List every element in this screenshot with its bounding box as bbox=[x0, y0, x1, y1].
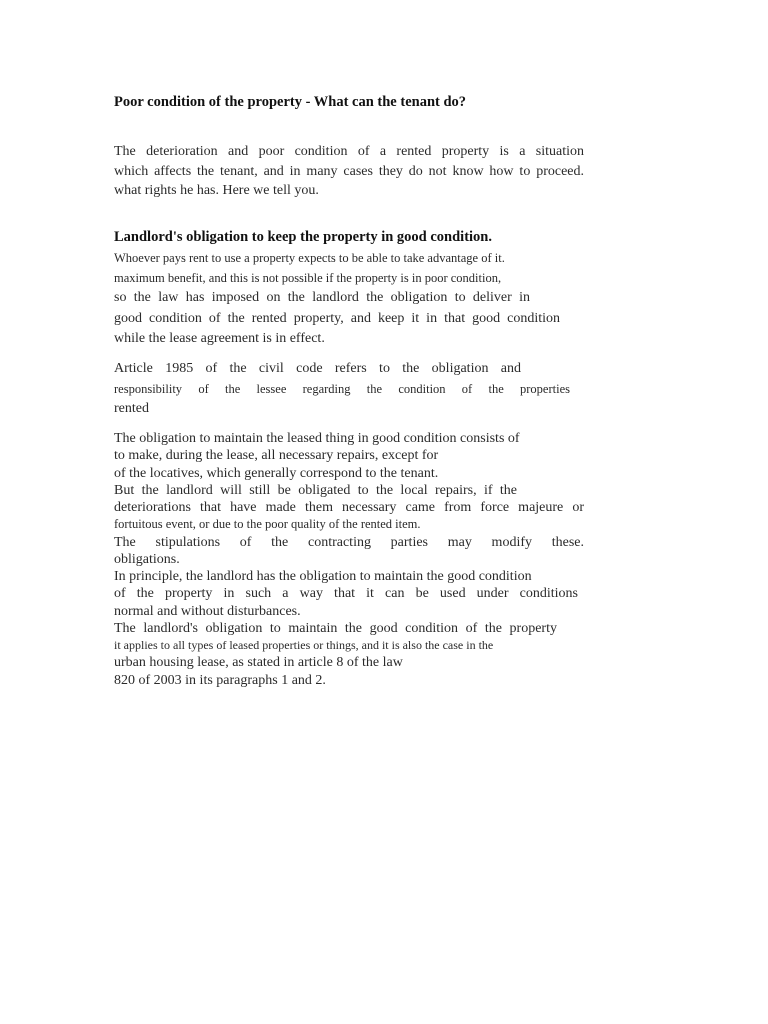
obligation-line: deteriorations that have made them necessary came from force majeure or bbox=[114, 500, 584, 515]
section-heading: Landlord's obligation to keep the property in good condition. bbox=[114, 229, 492, 245]
obligation-paragraph bbox=[114, 430, 584, 689]
obligation-line: But the landlord will still be obligated to the local repairs, if the bbox=[114, 482, 517, 498]
obligation-line: In principle, the landlord has the obligation to maintain the good condition bbox=[114, 569, 532, 584]
section-line: good condition of the rented property, and keep it in that good condition bbox=[114, 310, 560, 326]
section-line: maximum benefit, and this is not possible if the property is in poor condition, bbox=[114, 271, 502, 286]
article-line: responsibility of the lessee regarding the condition of the properties bbox=[114, 382, 570, 396]
obligation-line: The stipulations of the contracting parties may modify these. bbox=[114, 534, 584, 550]
intro-line: which affects the tenant, and in many cases they do not know how to proceed. bbox=[114, 163, 584, 179]
intro-paragraph bbox=[114, 142, 584, 201]
article-line: Article 1985 of the civil code refers to the obligation and bbox=[114, 361, 521, 376]
section-line: Whoever pays rent to use a property expects to be able to take advantage of it. bbox=[114, 251, 505, 265]
obligation-line: of the property in such a way that it can be used under conditions bbox=[114, 586, 578, 602]
obligation-line: obligations. bbox=[114, 551, 180, 567]
section-line: while the lease agreement is in effect. bbox=[114, 330, 325, 346]
article-paragraph bbox=[114, 359, 584, 419]
obligation-line: 820 of 2003 in its paragraphs 1 and 2. bbox=[114, 672, 326, 688]
intro-line: what rights he has. Here we tell you. bbox=[114, 183, 319, 198]
section-line: so the law has imposed on the landlord the obligation to deliver in bbox=[114, 290, 530, 306]
article-line: rented bbox=[114, 401, 149, 416]
obligation-line: of the locatives, which generally correspond to the tenant. bbox=[114, 465, 439, 481]
obligation-line: it applies to all types of leased properties or things, and it is also the case in the bbox=[114, 638, 494, 652]
intro-line: The deterioration and poor condition of a rented property is a situation bbox=[114, 144, 584, 159]
obligation-line: normal and without disturbances. bbox=[114, 603, 301, 619]
obligation-line: to make, during the lease, all necessary repairs, except for bbox=[114, 448, 439, 464]
obligation-line: The landlord's obligation to maintain the good condition of the property bbox=[114, 620, 557, 636]
obligation-line: urban housing lease, as stated in article 8 of the law bbox=[114, 655, 403, 671]
obligation-line: The obligation to maintain the leased thing in good condition consists of bbox=[114, 431, 520, 446]
document-title: Poor condition of the property - What can the tenant do? bbox=[114, 94, 467, 110]
section-paragraph bbox=[114, 248, 584, 349]
obligation-line: fortuitous event, or due to the poor quality of the rented item. bbox=[114, 517, 421, 532]
